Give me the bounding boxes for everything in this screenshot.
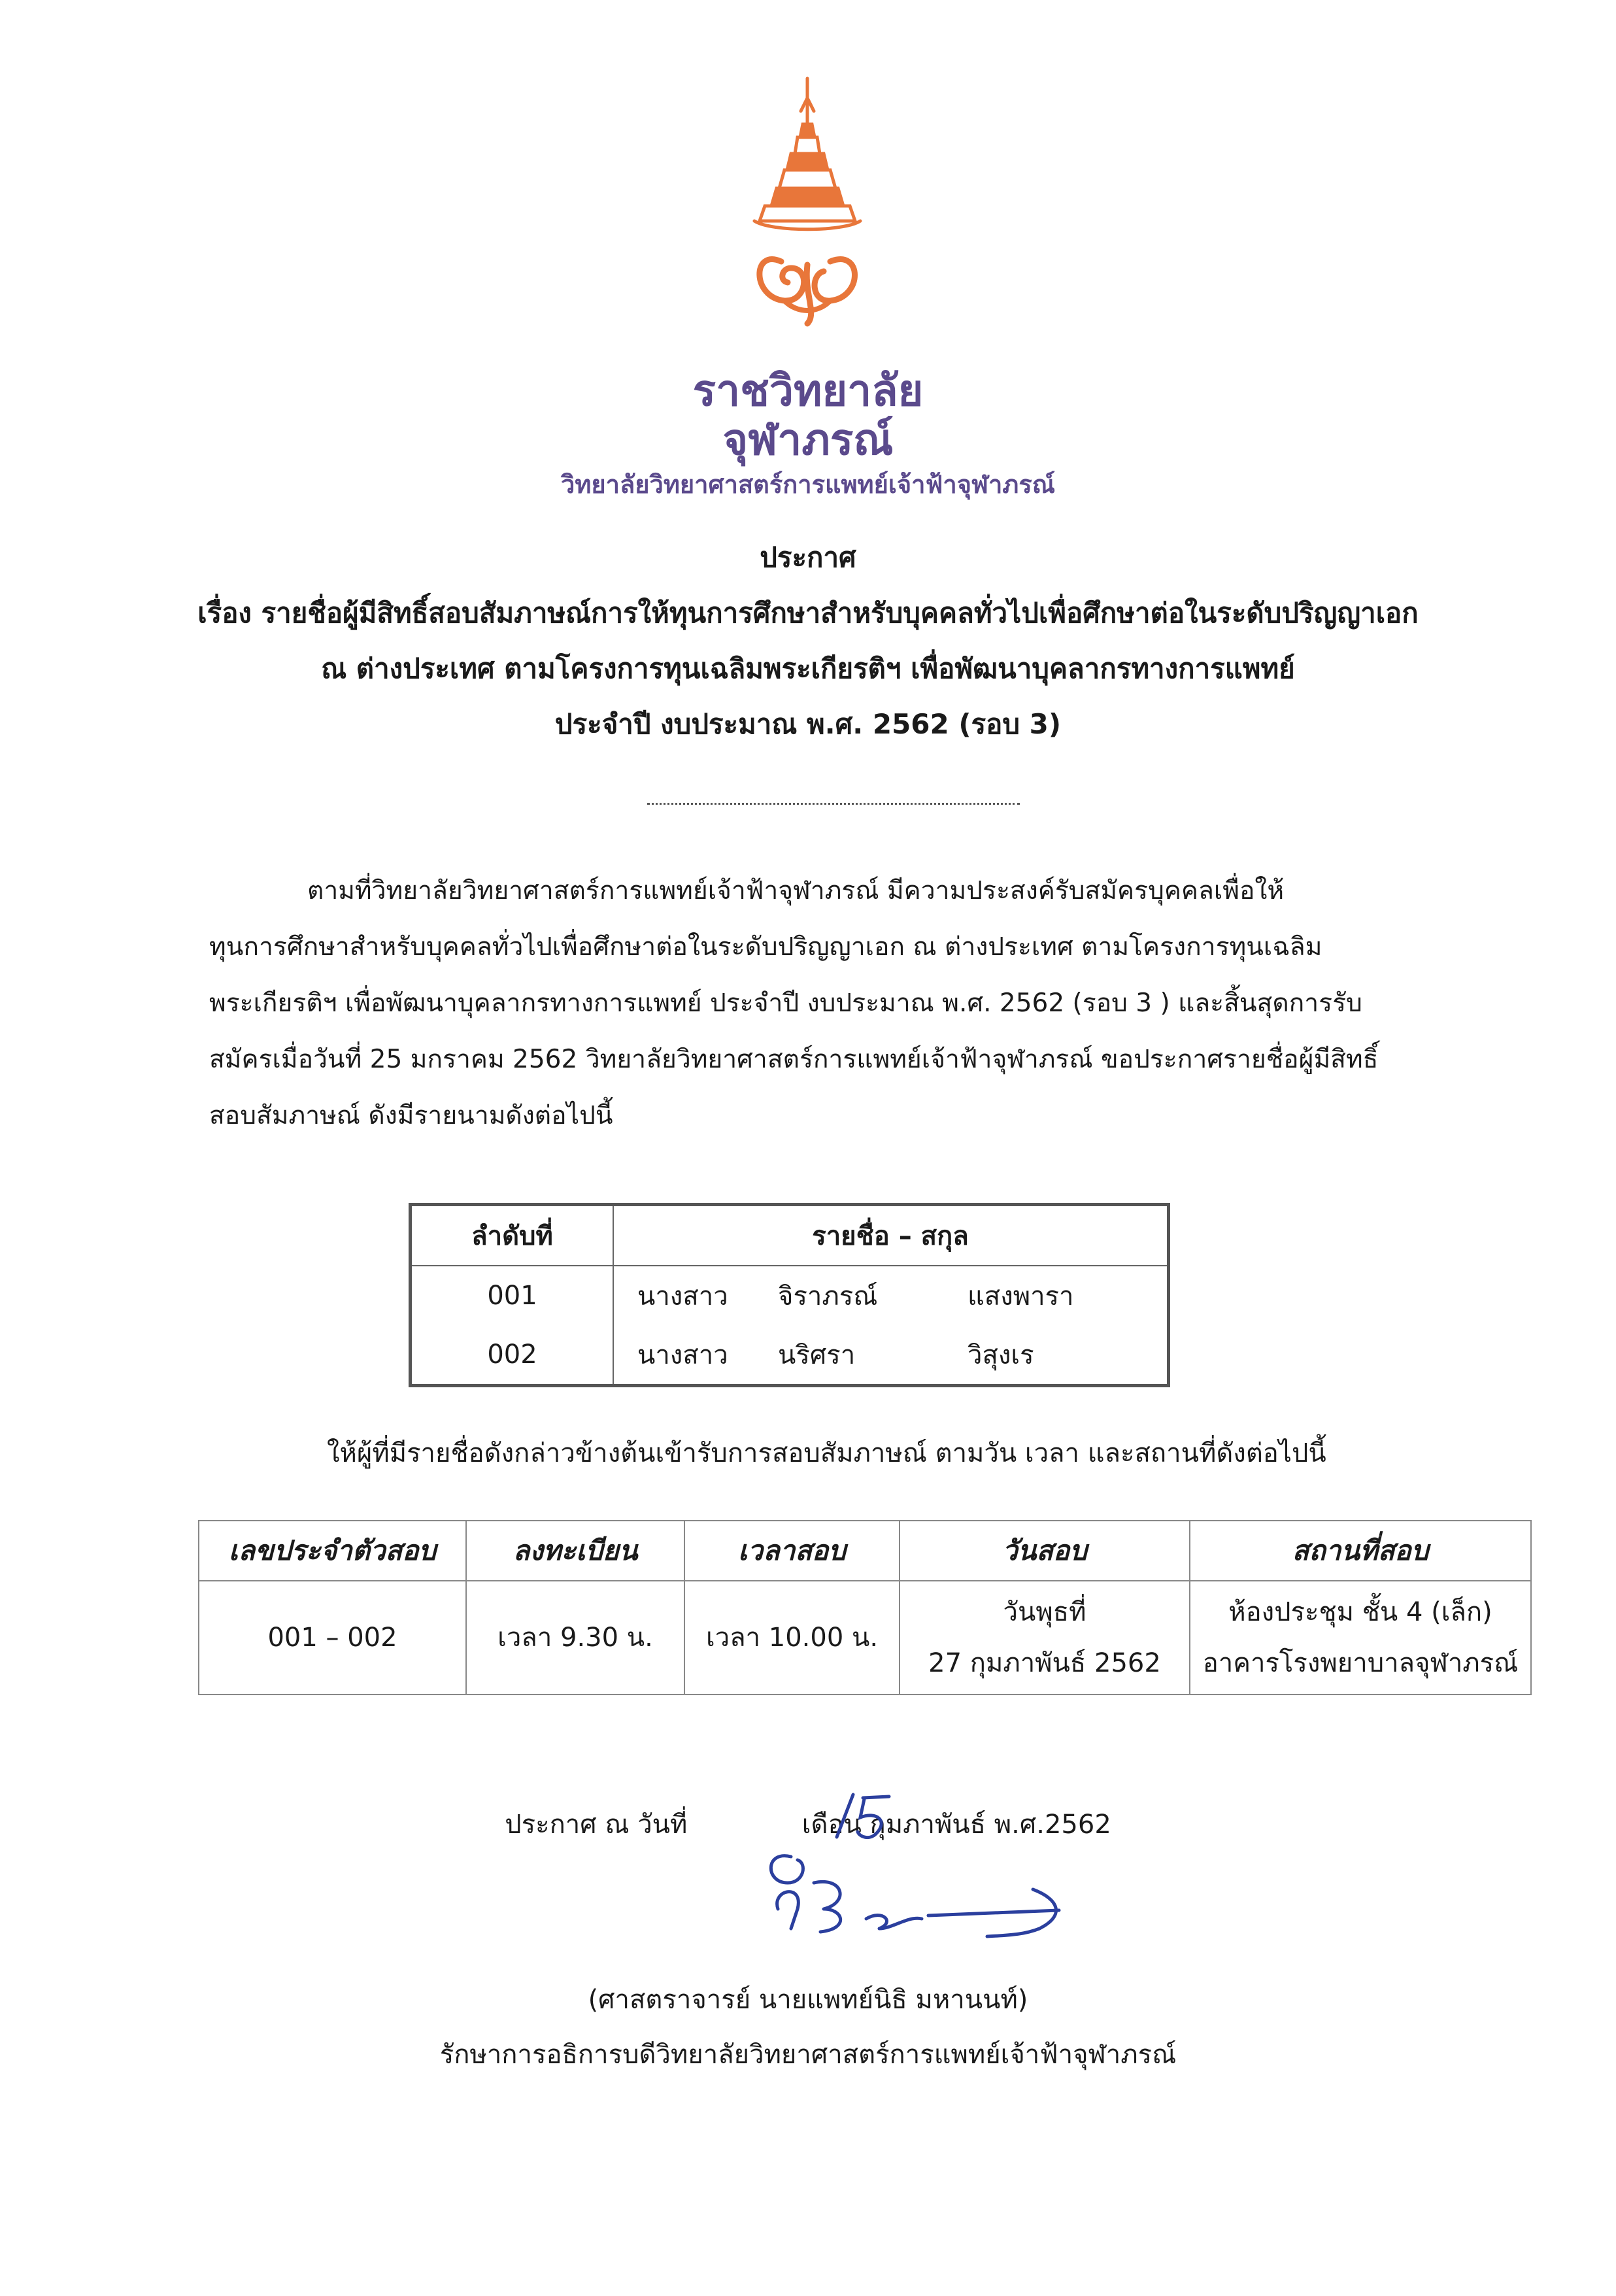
- exam-place: [1190, 1581, 1531, 1695]
- candidate-name: [613, 1266, 1169, 1325]
- table-row: [199, 1581, 1531, 1695]
- first-name: จิราภรณ์: [778, 1281, 878, 1311]
- first-name: นริศรา: [778, 1340, 856, 1370]
- announcement-subject-line1: เรื่อง รายชื่อผู้มีสิทธิ์สอบสัมภาษณ์การให้ทุนการศึกษาสำหรับบุคคลทั่วไปเพื่อศึกษาต่อในระดับปริญญาเอก: [197, 597, 1419, 629]
- schedule-table: [198, 1520, 1532, 1695]
- header-registration: ลงทะเบียน: [466, 1521, 684, 1581]
- candidate-number: 001: [411, 1266, 614, 1325]
- announcement-subject-line2: ณ ต่างประเทศ ตามโครงการทุนเฉลิมพระเกียรติฯ เพื่อพัฒนาบุคลากรทางการแพทย์: [321, 652, 1295, 684]
- exam-date: [900, 1581, 1190, 1695]
- last-name: แสงพารา: [968, 1281, 1074, 1311]
- table-header-row: [199, 1521, 1531, 1581]
- org-full-name: วิทยาลัยวิทยาศาสตร์การแพทย์เจ้าฟ้าจุฬาภรณ์: [560, 470, 1055, 499]
- exam-ids: 001 – 002: [199, 1581, 466, 1695]
- exam-date-line2: 27 กุมภาพันธ์ 2562: [928, 1648, 1161, 1678]
- last-name: วิสุงเร: [968, 1340, 1034, 1370]
- body-line: ตามที่วิทยาลัยวิทยาศาสตร์การแพทย์เจ้าฟ้าจุฬาภรณ์ มีความประสงค์รับสมัครบุคคลเพื่อให้: [307, 876, 1285, 905]
- chulabhorn-crest-icon: [745, 72, 869, 360]
- body-line: ทุนการศึกษาสำหรับบุคคลทั่วไปเพื่อศึกษาต่อในระดับปริญญาเอก ณ ต่างประเทศ ตามโครงการทุนเฉลิม: [209, 932, 1322, 962]
- header-exam-time: เวลาสอบ: [684, 1521, 900, 1581]
- candidates-table: [409, 1203, 1170, 1387]
- table-header-row: [411, 1205, 1169, 1266]
- date-suffix: เดือน กุมภาพันธ์ พ.ศ.2562: [801, 1810, 1111, 1840]
- handwritten-day-mark: [824, 1785, 902, 1844]
- signer-name: (ศาสตราจารย์ นายแพทย์นิธิ มหานนท์): [588, 1985, 1028, 2015]
- header-order-no: ลำดับที่: [411, 1205, 614, 1266]
- registration-time: เวลา 9.30 น.: [466, 1581, 684, 1695]
- body-line: พระเกียรติฯ เพื่อพัฒนาบุคลากรทางการแพทย์ ประจำปี งบประมาณ พ.ศ. 2562 (รอบ 3 ) และสิ้นสุดการรับ: [209, 988, 1362, 1018]
- announcement-title: ประกาศ: [760, 541, 856, 573]
- schedule-intro: ให้ผู้ที่มีรายชื่อดังกล่าวข้างต้นเข้ารับการสอบสัมภาษณ์ ตามวัน เวลา และสถานที่ดังต่อไปนี้: [327, 1438, 1326, 1468]
- exam-time: เวลา 10.00 น.: [684, 1581, 900, 1695]
- name-title: นางสาว: [637, 1281, 728, 1311]
- table-row: [411, 1266, 1169, 1325]
- dotted-divider: [647, 803, 1020, 805]
- exam-place-line1: ห้องประชุม ชั้น 4 (เล็ก): [1228, 1597, 1492, 1627]
- header-exam-place: สถานที่สอบ: [1190, 1521, 1531, 1581]
- header-exam-id: เลขประจำตัวสอบ: [199, 1521, 466, 1581]
- org-name-line1: ราชวิทยาลัย: [692, 365, 924, 416]
- header-exam-date: วันสอบ: [900, 1521, 1190, 1581]
- name-title: นางสาว: [637, 1340, 728, 1370]
- candidate-name: [613, 1325, 1169, 1386]
- org-name-line2: จุฬาภรณ์: [722, 414, 894, 465]
- body-line: สมัครเมื่อวันที่ 25 มกราคม 2562 วิทยาลัยวิทยาศาสตร์การแพทย์เจ้าฟ้าจุฬาภรณ์ ขอประกาศรายชื่อผู้มีสิทธิ์: [209, 1045, 1379, 1074]
- candidate-number: 002: [411, 1325, 614, 1386]
- body-line: สอบสัมภาษณ์ ดังมีรายนามดังต่อไปนี้: [209, 1101, 613, 1130]
- header-full-name: รายชื่อ – สกุล: [613, 1205, 1169, 1266]
- body-paragraph: [209, 863, 1425, 1144]
- signature-image: [752, 1837, 1092, 1942]
- exam-date-line1: วันพุธที่: [1003, 1597, 1086, 1627]
- table-row: [411, 1325, 1169, 1386]
- date-prefix: ประกาศ ณ วันที่: [505, 1810, 688, 1840]
- exam-place-line2: อาคารโรงพยาบาลจุฬาภรณ์: [1202, 1648, 1519, 1678]
- signer-position: รักษาการอธิการบดีวิทยาลัยวิทยาศาสตร์การแพทย์เจ้าฟ้าจุฬาภรณ์: [439, 2040, 1177, 2070]
- announcement-subject-line3: ประจำปี งบประมาณ พ.ศ. 2562 (รอบ 3): [554, 708, 1062, 740]
